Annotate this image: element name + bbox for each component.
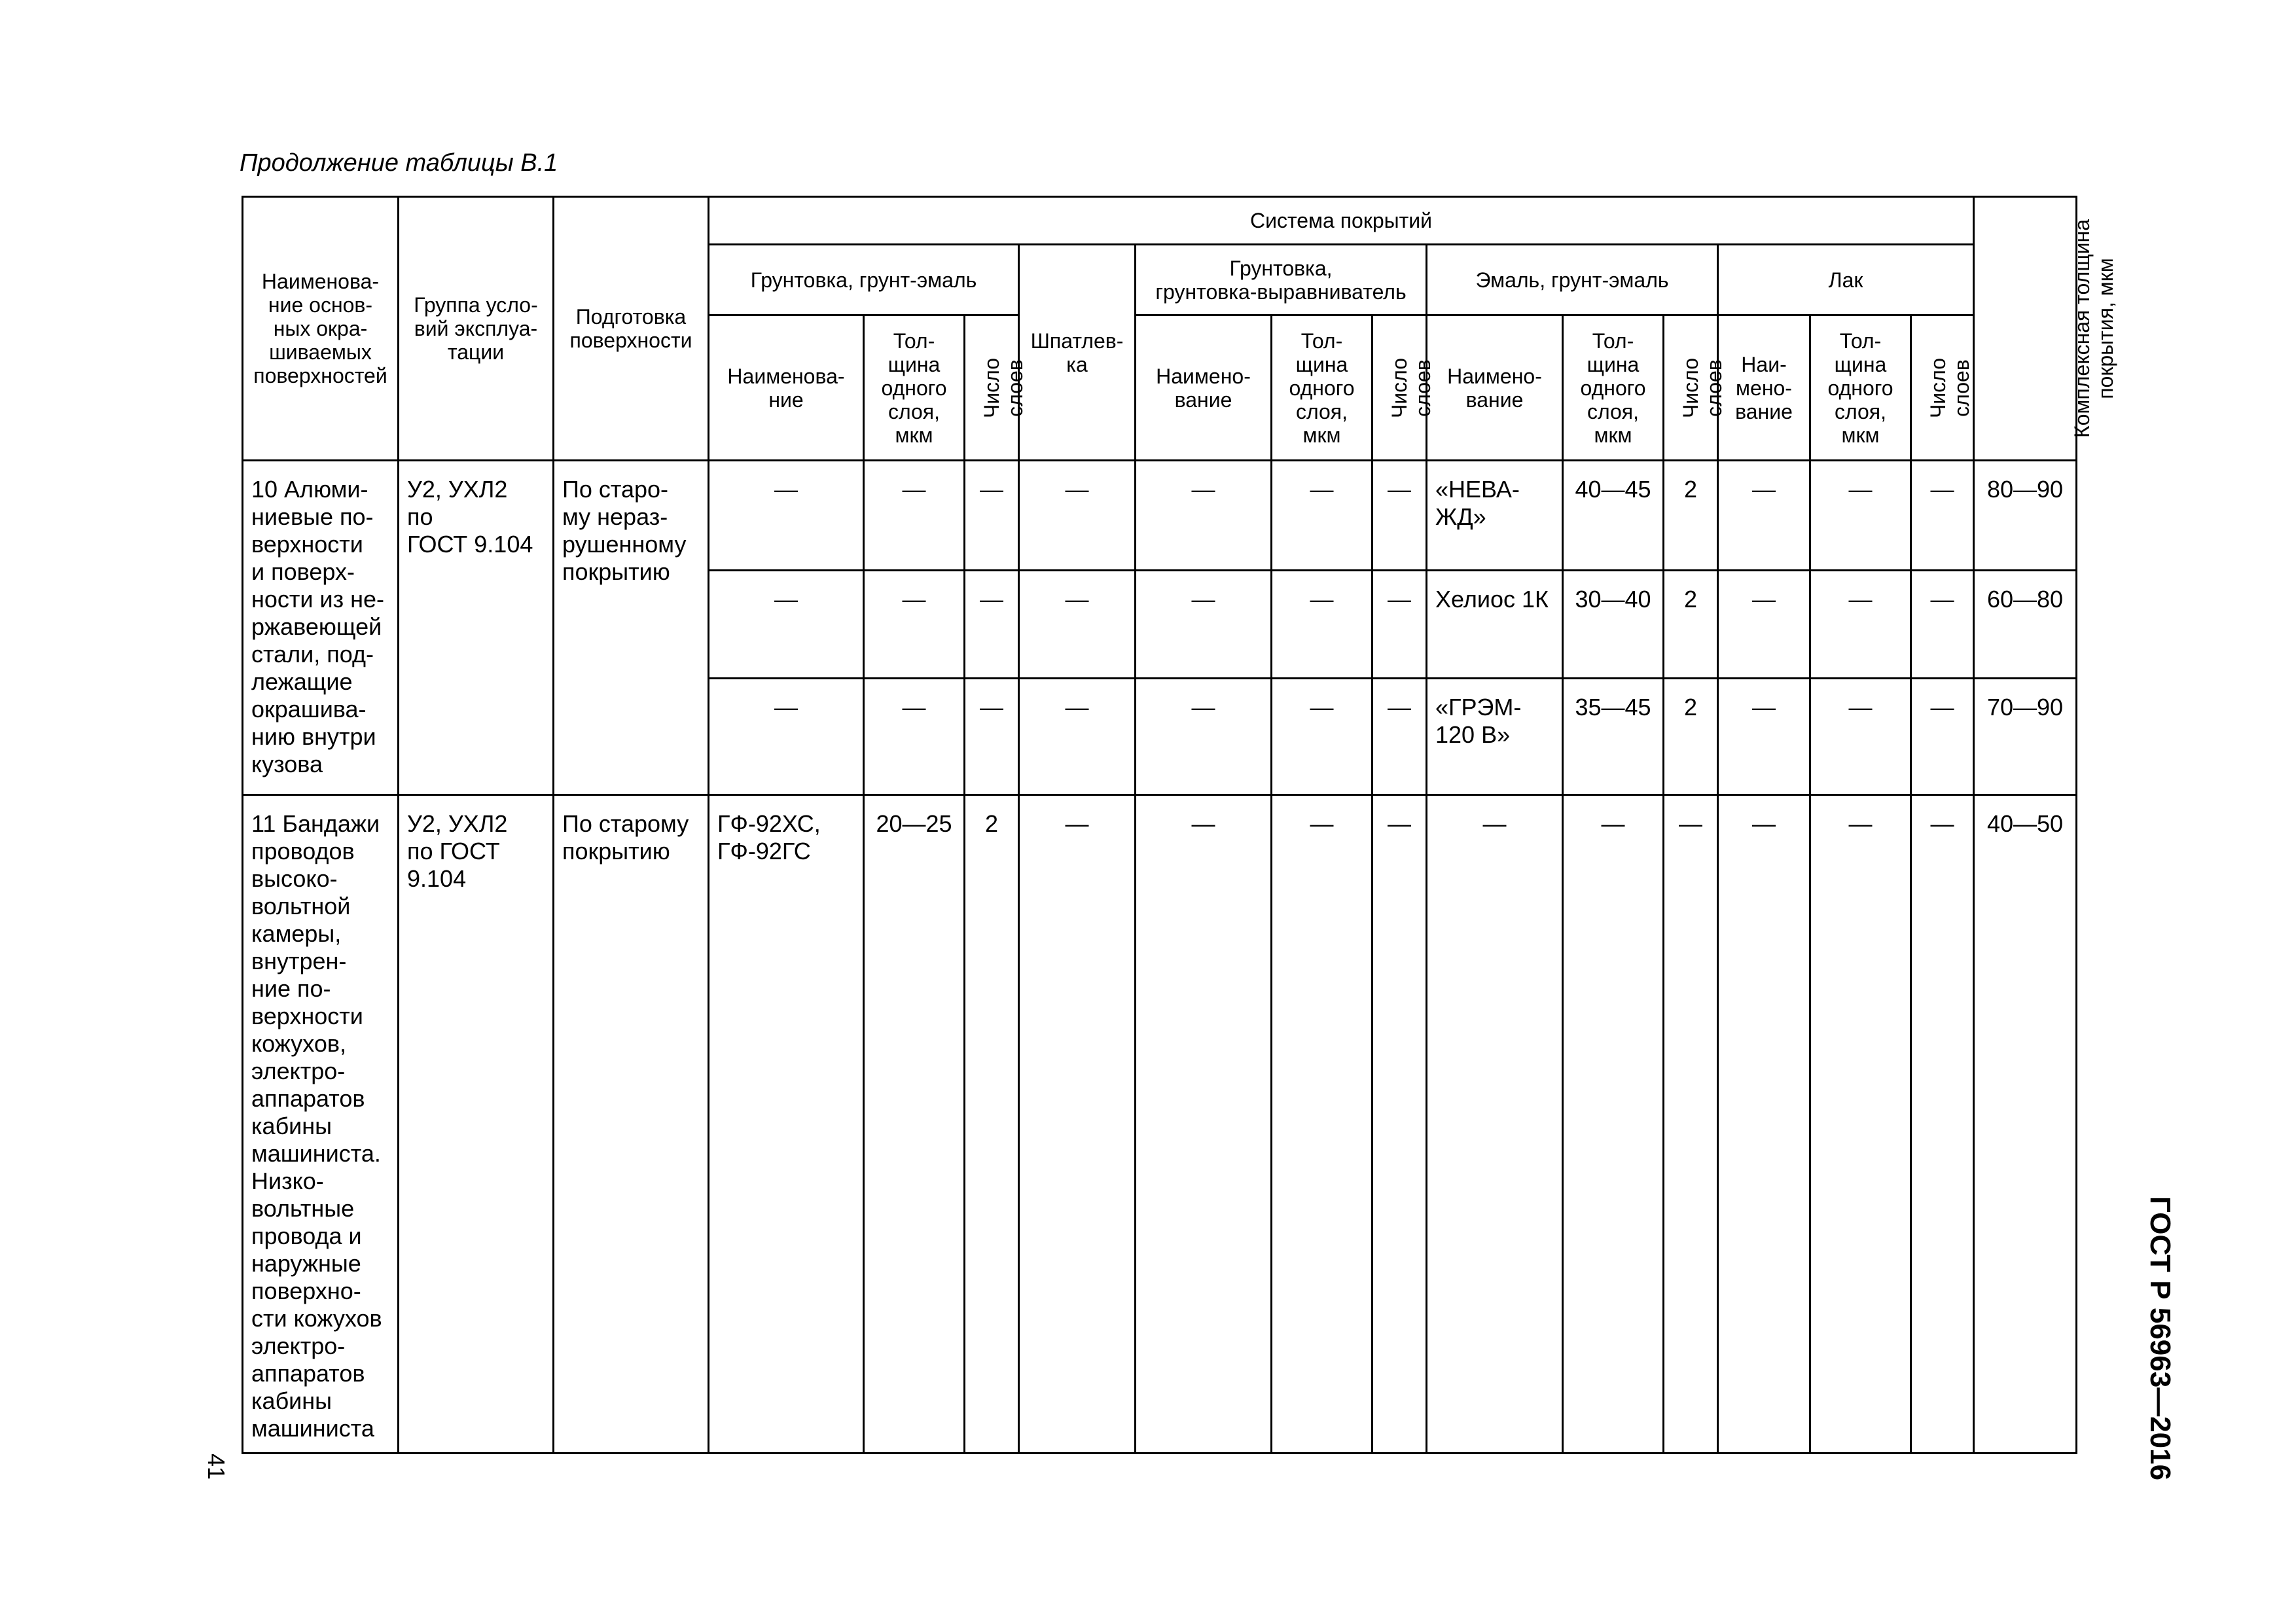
table-caption: Продолжение таблицы В.1 [240,149,558,177]
cell: — [1810,679,1911,795]
cell: — [1718,461,1810,571]
cell: — [1136,795,1272,1454]
row11-prep: По старому покрытию [554,795,709,1454]
header-leveler-layers: Число слоев [1372,315,1427,461]
cell: «ГРЭМ- 120 В» [1427,679,1563,795]
page-number: 41 [203,1453,230,1480]
header-group: Группа усло- вий эксплуа- тации [399,197,554,461]
header-enamel-layers: Число слоев [1664,315,1718,461]
row10-prep: По старо- му нераз- рушенному покрытию [554,461,709,795]
header-lacquer-thickness: Тол- щина одного слоя, мкм [1810,315,1911,461]
header-lacquer-layers: Число слоев [1911,315,1974,461]
header-total: Комплексная толщина покрытия, мкм [1974,197,2077,461]
row11-name: 11 Бандажи проводов высоко- вольтной камеры, внутрен- ние по- верхности кожухов, электро- аппаратов кабины машиниста. Низко- вольтные провода и наружные поверхно- сти кожухов электро- аппаратов кабины машиниста [243,795,399,1454]
cell: — [1372,571,1427,679]
cell: — [1810,795,1911,1454]
cell: — [1664,795,1718,1454]
row10-name: 10 Алюми- ниевые по- верхности и поверх- ности из не- ржавеющей стали, под- лежащие окрашива- нию внутри кузова [243,461,399,795]
header-enamel: Эмаль, грунт-эмаль [1427,245,1718,315]
cell: — [965,679,1019,795]
cell: — [1272,571,1372,679]
cell: 2 [1664,571,1718,679]
header-lacquer-name: Наи- мено- вание [1718,315,1810,461]
cell: — [1272,795,1372,1454]
cell: — [965,461,1019,571]
header-primer-layers: Число слоев [965,315,1019,461]
cell: — [1372,795,1427,1454]
cell: — [1563,795,1664,1454]
header-leveler-thickness: Тол- щина одного слоя, мкм [1272,315,1372,461]
cell: — [1272,461,1372,571]
cell: — [1718,679,1810,795]
table-row [243,461,2077,571]
document-code: ГОСТ Р 56963—2016 [2144,1196,2176,1481]
cell: — [1718,571,1810,679]
cell: — [709,571,864,679]
header-enamel-name: Наимено- вание [1427,315,1563,461]
cell: 30—40 [1563,571,1664,679]
cell: 70—90 [1974,679,2077,795]
cell: 35—45 [1563,679,1664,795]
cell: — [1019,679,1136,795]
cell: — [1019,795,1136,1454]
cell: — [1911,679,1974,795]
cell: 2 [965,795,1019,1454]
cell: — [1136,571,1272,679]
cell: — [1718,795,1810,1454]
cell: 2 [1664,679,1718,795]
cell: — [1427,795,1563,1454]
cell: — [1911,795,1974,1454]
cell: — [1810,571,1911,679]
cell: — [1136,679,1272,795]
coating-table [242,196,2117,1454]
header-leveler: Грунтовка, грунтовка-выравниватель [1136,245,1427,315]
header-primer-thickness: Тол- щина одного слоя, мкм [864,315,965,461]
cell: — [864,461,965,571]
cell: 80—90 [1974,461,2077,571]
cell: — [864,679,965,795]
cell: — [1911,571,1974,679]
table-row [243,795,2077,1454]
cell: — [965,571,1019,679]
cell: — [864,571,965,679]
cell: — [1372,679,1427,795]
header-primer-name: Наименова- ние [709,315,864,461]
cell: — [1019,571,1136,679]
cell: 60—80 [1974,571,2077,679]
cell: — [1272,679,1372,795]
cell: 40—50 [1974,795,2077,1454]
cell: 40—45 [1563,461,1664,571]
header-leveler-name: Наимено- вание [1136,315,1272,461]
cell: — [709,461,864,571]
cell: — [1810,461,1911,571]
cell: — [1911,461,1974,571]
header-system: Система покрытий [709,197,1974,245]
cell: — [1019,461,1136,571]
header-prep: Подготовка поверхности [554,197,709,461]
row11-group: У2, УХЛ2 по ГОСТ 9.104 [399,795,554,1454]
header-name: Наименова- ние основ- ных окра- шиваемых поверхностей [243,197,399,461]
cell: ГФ-92ХС, ГФ-92ГС [709,795,864,1454]
cell: 2 [1664,461,1718,571]
cell: Хелиос 1К [1427,571,1563,679]
header-lacquer: Лак [1718,245,1974,315]
cell: — [1372,461,1427,571]
cell: 20—25 [864,795,965,1454]
header-enamel-thickness: Тол- щина одного слоя, мкм [1563,315,1664,461]
header-putty: Шпатлев- ка [1019,245,1136,461]
row10-group: У2, УХЛ2 по ГОСТ 9.104 [399,461,554,795]
cell: — [1136,461,1272,571]
cell: — [709,679,864,795]
cell: «НЕВА- ЖД» [1427,461,1563,571]
header-primer: Грунтовка, грунт-эмаль [709,245,1019,315]
